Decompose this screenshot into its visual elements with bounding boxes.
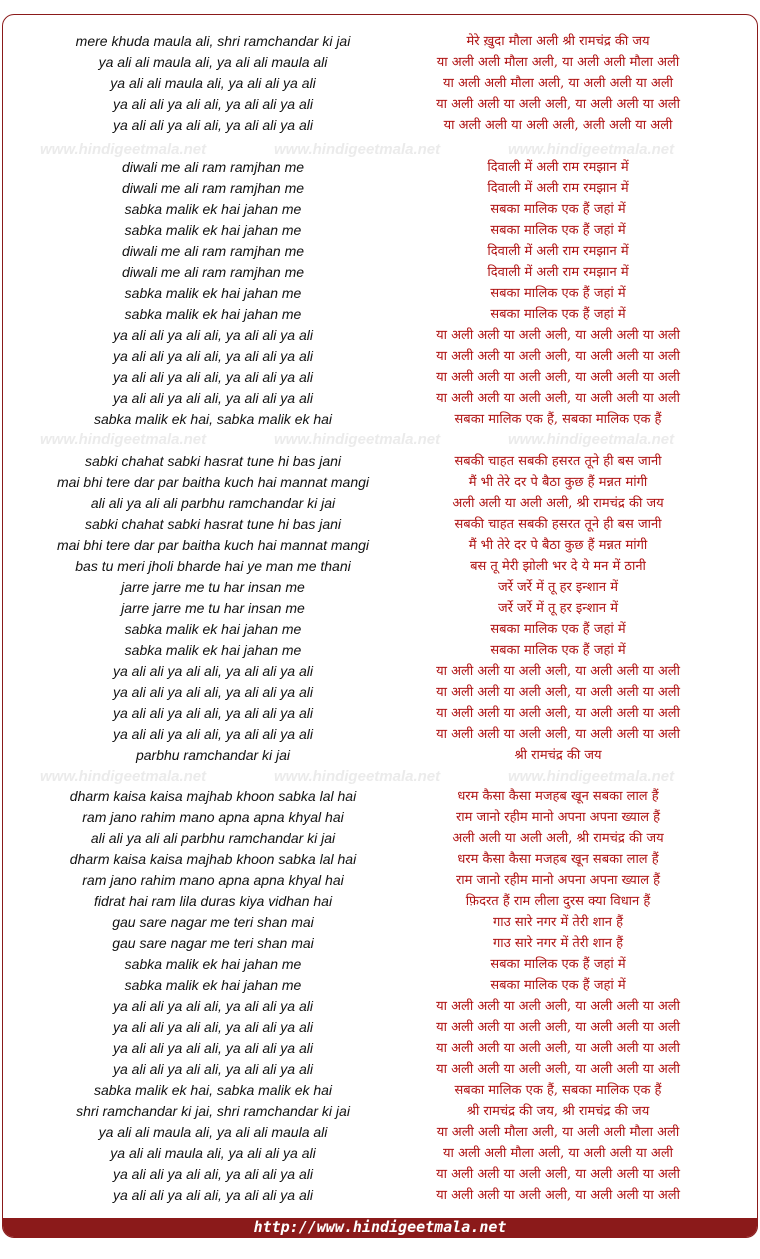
lyric-line	[0, 409, 760, 430]
lyric-roman: sabka malik ek hai jahan me	[124, 621, 302, 637]
lyric-hindi: या अली अली या अली अली, या अली अली या अली	[436, 1167, 680, 1182]
lyric-line	[0, 577, 760, 598]
lyric-line	[0, 31, 760, 52]
lyric-hindi: सबकी चाहत सबकी हसरत तूने ही बस जानी	[454, 517, 662, 532]
watermark-text: www.hindigeetmala.net	[274, 768, 441, 785]
lyric-roman: ya ali ali ya ali ali, ya ali ali ya ali	[113, 327, 313, 343]
lyric-hindi: सबका मालिक एक हैं जहां में	[490, 957, 626, 972]
lyric-roman: ya ali ali ya ali ali, ya ali ali ya ali	[113, 726, 313, 742]
stanza-2	[0, 157, 760, 430]
lyric-line	[0, 1164, 760, 1185]
lyric-roman: dharm kaisa kaisa majhab khoon sabka lal hai	[69, 788, 357, 804]
lyric-line	[0, 556, 760, 577]
lyric-roman: ya ali ali ya ali ali, ya ali ali ya ali	[113, 1166, 313, 1182]
lyric-line	[0, 1101, 760, 1122]
lyric-hindi: गाउ सारे नगर में तेरी शान हैं	[492, 936, 624, 951]
lyric-hindi: या अली अली या अली अली, या अली अली या अली	[436, 1041, 680, 1056]
watermark-text: www.hindigeetmala.net	[274, 431, 441, 448]
lyric-line	[0, 933, 760, 954]
lyric-hindi: या अली अली या अली अली, या अली अली या अली	[436, 349, 680, 364]
lyric-hindi: सबका मालिक एक हैं, सबका मालिक एक हैं	[454, 412, 662, 427]
lyric-roman: gau sare nagar me teri shan mai	[112, 935, 314, 951]
lyric-roman: ya ali ali maula ali, ya ali ali ya ali	[110, 1145, 316, 1161]
lyric-hindi: मैं भी तेरे दर पे बैठा कुछ हैं मन्नत मांगी	[468, 475, 648, 490]
watermark-text: www.hindigeetmala.net	[40, 141, 207, 158]
lyric-roman: diwali me ali ram ramjhan me	[121, 264, 305, 280]
lyric-hindi: या अली अली या अली अली, या अली अली या अली	[436, 328, 680, 343]
lyric-hindi: अली अली या अली अली, श्री रामचंद्र की जय	[452, 496, 664, 511]
lyric-line	[0, 1122, 760, 1143]
lyric-roman: ya ali ali ya ali ali, ya ali ali ya ali	[113, 369, 313, 385]
lyric-line	[0, 1038, 760, 1059]
watermark-text: www.hindigeetmala.net	[508, 768, 675, 785]
lyric-roman: ya ali ali ya ali ali, ya ali ali ya ali	[113, 348, 313, 364]
lyric-line	[0, 1185, 760, 1206]
stanza-3	[0, 451, 760, 766]
lyric-hindi: सबका मालिक एक हैं जहां में	[490, 286, 626, 301]
lyric-hindi: या अली अली मौला अली, या अली अली मौला अली	[436, 1125, 680, 1140]
lyric-roman: ram jano rahim mano apna apna khyal hai	[82, 872, 344, 888]
lyric-hindi: धरम कैसा कैसा मजहब खून सबका लाल हैं	[457, 852, 659, 867]
lyric-line	[0, 703, 760, 724]
lyric-hindi: धरम कैसा कैसा मजहब खून सबका लाल हैं	[457, 789, 659, 804]
lyric-hindi: या अली अली या अली अली, अली अली या अली	[443, 118, 673, 133]
lyric-line	[0, 367, 760, 388]
lyric-hindi: सबका मालिक एक हैं जहां में	[490, 307, 626, 322]
lyric-hindi: सबका मालिक एक हैं जहां में	[490, 223, 626, 238]
watermark-row-3	[0, 768, 760, 786]
lyric-line	[0, 115, 760, 136]
lyric-hindi: या अली अली या अली अली, या अली अली या अली	[436, 727, 680, 742]
lyric-line	[0, 786, 760, 807]
stanza-4	[0, 786, 760, 1206]
lyric-line	[0, 682, 760, 703]
lyric-line	[0, 640, 760, 661]
lyric-line	[0, 619, 760, 640]
lyric-roman: sabka malik ek hai jahan me	[124, 956, 302, 972]
lyric-line	[0, 745, 760, 766]
lyric-hindi: बस तू मेरी झोली भर दे ये मन में ठानी	[470, 559, 646, 574]
lyric-hindi: या अली अली या अली अली, या अली अली या अली	[436, 1188, 680, 1203]
lyric-roman: sabka malik ek hai jahan me	[124, 306, 302, 322]
lyric-line	[0, 891, 760, 912]
lyric-hindi: या अली अली या अली अली, या अली अली या अली	[436, 706, 680, 721]
lyric-hindi: सबका मालिक एक हैं जहां में	[490, 622, 626, 637]
lyric-line	[0, 1080, 760, 1101]
lyric-roman: ya ali ali ya ali ali, ya ali ali ya ali	[113, 390, 313, 406]
lyric-line	[0, 828, 760, 849]
lyric-hindi: राम जानो रहीम मानो अपना अपना ख्याल हैं	[455, 810, 661, 825]
lyric-roman: ya ali ali ya ali ali, ya ali ali ya ali	[113, 1061, 313, 1077]
lyric-roman: jarre jarre me tu har insan me	[121, 579, 305, 595]
lyric-hindi: दिवाली में अली राम रमझान में	[487, 265, 629, 280]
lyric-roman: ya ali ali ya ali ali, ya ali ali ya ali	[113, 117, 313, 133]
lyric-roman: shri ramchandar ki jai, shri ramchandar ki jai	[76, 1103, 350, 1119]
lyric-roman: ya ali ali maula ali, ya ali ali maula ali	[98, 54, 328, 70]
lyric-hindi: या अली अली मौला अली, या अली अली या अली	[442, 1146, 674, 1161]
lyric-line	[0, 514, 760, 535]
lyric-hindi: सबका मालिक एक हैं जहां में	[490, 643, 626, 658]
lyric-hindi: या अली अली या अली अली, या अली अली या अली	[436, 999, 680, 1014]
lyric-line	[0, 1059, 760, 1080]
lyric-line	[0, 807, 760, 828]
lyric-roman: ya ali ali ya ali ali, ya ali ali ya ali	[113, 705, 313, 721]
lyric-hindi: दिवाली में अली राम रमझान में	[487, 181, 629, 196]
lyric-line	[0, 241, 760, 262]
lyric-line	[0, 975, 760, 996]
lyric-roman: ya ali ali maula ali, ya ali ali ya ali	[110, 75, 316, 91]
lyric-roman: diwali me ali ram ramjhan me	[121, 180, 305, 196]
lyric-hindi: या अली अली या अली अली, या अली अली या अली	[436, 1062, 680, 1077]
lyric-roman: ya ali ali ya ali ali, ya ali ali ya ali	[113, 1019, 313, 1035]
lyric-roman: jarre jarre me tu har insan me	[121, 600, 305, 616]
lyric-roman: sabka malik ek hai jahan me	[124, 222, 302, 238]
lyric-hindi: जर्रे जर्रे में तू हर इन्शान में	[497, 580, 619, 595]
lyric-hindi: जर्रे जर्रे में तू हर इन्शान में	[497, 601, 619, 616]
watermark-row-2	[0, 431, 760, 449]
lyric-hindi: मैं भी तेरे दर पे बैठा कुछ हैं मन्नत मांगी	[468, 538, 648, 553]
lyric-hindi: सबका मालिक एक हैं जहां में	[490, 978, 626, 993]
lyric-line	[0, 724, 760, 745]
lyric-line	[0, 535, 760, 556]
watermark-text: www.hindigeetmala.net	[508, 141, 675, 158]
lyric-roman: mere khuda maula ali, shri ramchandar ki jai	[75, 33, 351, 49]
lyric-line	[0, 1143, 760, 1164]
lyric-roman: sabka malik ek hai jahan me	[124, 201, 302, 217]
lyric-roman: sabki chahat sabki hasrat tune hi bas jani	[84, 453, 342, 469]
lyric-hindi: या अली अली या अली अली, या अली अली या अली	[436, 664, 680, 679]
lyric-line	[0, 472, 760, 493]
lyric-hindi: या अली अली या अली अली, या अली अली या अली	[436, 685, 680, 700]
lyric-roman: fidrat hai ram lila duras kiya vidhan hai	[93, 893, 333, 909]
lyric-line	[0, 199, 760, 220]
lyric-line	[0, 870, 760, 891]
lyric-line	[0, 178, 760, 199]
lyric-hindi: या अली अली या अली अली, या अली अली या अली	[436, 97, 680, 112]
lyric-roman: sabki chahat sabki hasrat tune hi bas jani	[84, 516, 342, 532]
lyric-hindi: फ़िदरत हैं राम लीला दुरस क्या विधान हैं	[465, 894, 651, 909]
lyric-hindi: श्री रामचंद्र की जय	[514, 748, 602, 763]
watermark-text: www.hindigeetmala.net	[40, 431, 207, 448]
lyric-hindi: मेरे ख़ुदा मौला अली श्री रामचंद्र की जय	[466, 34, 650, 49]
lyric-line	[0, 283, 760, 304]
lyric-hindi: दिवाली में अली राम रमझान में	[487, 160, 629, 175]
watermark-text: www.hindigeetmala.net	[274, 141, 441, 158]
lyric-line	[0, 94, 760, 115]
lyric-line	[0, 849, 760, 870]
footer-url[interactable]: http://www.hindigeetmala.net	[3, 1218, 757, 1237]
lyric-hindi: श्री रामचंद्र की जय, श्री रामचंद्र की जय	[466, 1104, 650, 1119]
lyric-roman: diwali me ali ram ramjhan me	[121, 243, 305, 259]
lyric-line	[0, 73, 760, 94]
lyric-line	[0, 1017, 760, 1038]
lyric-hindi: सबकी चाहत सबकी हसरत तूने ही बस जानी	[454, 454, 662, 469]
stanza-1	[0, 31, 760, 136]
lyric-hindi: या अली अली या अली अली, या अली अली या अली	[436, 370, 680, 385]
lyric-roman: sabka malik ek hai jahan me	[124, 642, 302, 658]
lyric-line	[0, 304, 760, 325]
lyric-roman: ya ali ali ya ali ali, ya ali ali ya ali	[113, 96, 313, 112]
lyric-roman: ya ali ali ya ali ali, ya ali ali ya ali	[113, 663, 313, 679]
lyric-line	[0, 954, 760, 975]
lyric-roman: sabka malik ek hai, sabka malik ek hai	[93, 1082, 333, 1098]
lyric-roman: sabka malik ek hai jahan me	[124, 285, 302, 301]
lyric-hindi: सबका मालिक एक हैं, सबका मालिक एक हैं	[454, 1083, 662, 1098]
lyric-line	[0, 220, 760, 241]
lyric-hindi: राम जानो रहीम मानो अपना अपना ख्याल हैं	[455, 873, 661, 888]
lyric-roman: ya ali ali ya ali ali, ya ali ali ya ali	[113, 1040, 313, 1056]
lyric-roman: parbhu ramchandar ki jai	[135, 747, 291, 763]
lyric-roman: ali ali ya ali ali parbhu ramchandar ki jai	[90, 495, 336, 511]
lyric-line	[0, 346, 760, 367]
lyric-roman: gau sare nagar me teri shan mai	[112, 914, 314, 930]
lyric-line	[0, 262, 760, 283]
lyric-line	[0, 996, 760, 1017]
lyric-roman: dharm kaisa kaisa majhab khoon sabka lal hai	[69, 851, 357, 867]
lyric-line	[0, 661, 760, 682]
lyric-line	[0, 493, 760, 514]
watermark-text: www.hindigeetmala.net	[508, 431, 675, 448]
lyric-roman: mai bhi tere dar par baitha kuch hai mannat mangi	[56, 537, 370, 553]
lyric-roman: sabka malik ek hai, sabka malik ek hai	[93, 411, 333, 427]
lyric-hindi: सबका मालिक एक हैं जहां में	[490, 202, 626, 217]
lyric-roman: sabka malik ek hai jahan me	[124, 977, 302, 993]
lyric-roman: ya ali ali ya ali ali, ya ali ali ya ali	[113, 998, 313, 1014]
lyric-roman: ali ali ya ali ali parbhu ramchandar ki jai	[90, 830, 336, 846]
watermark-text: www.hindigeetmala.net	[40, 768, 207, 785]
lyric-roman: mai bhi tere dar par baitha kuch hai mannat mangi	[56, 474, 370, 490]
lyric-line	[0, 388, 760, 409]
lyric-roman: ya ali ali ya ali ali, ya ali ali ya ali	[113, 1187, 313, 1203]
lyric-hindi: या अली अली मौला अली, या अली अली या अली	[442, 76, 674, 91]
lyric-hindi: या अली अली या अली अली, या अली अली या अली	[436, 1020, 680, 1035]
lyric-hindi: या अली अली मौला अली, या अली अली मौला अली	[436, 55, 680, 70]
lyric-hindi: अली अली या अली अली, श्री रामचंद्र की जय	[452, 831, 664, 846]
lyric-line	[0, 325, 760, 346]
lyric-line	[0, 598, 760, 619]
lyric-roman: ram jano rahim mano apna apna khyal hai	[82, 809, 344, 825]
lyric-roman: ya ali ali maula ali, ya ali ali maula ali	[98, 1124, 328, 1140]
lyric-hindi: दिवाली में अली राम रमझान में	[487, 244, 629, 259]
lyric-line	[0, 451, 760, 472]
lyric-line	[0, 52, 760, 73]
lyric-line	[0, 912, 760, 933]
lyric-line	[0, 157, 760, 178]
lyric-roman: diwali me ali ram ramjhan me	[121, 159, 305, 175]
lyric-hindi: या अली अली या अली अली, या अली अली या अली	[436, 391, 680, 406]
lyric-hindi: गाउ सारे नगर में तेरी शान हैं	[492, 915, 624, 930]
lyric-roman: ya ali ali ya ali ali, ya ali ali ya ali	[113, 684, 313, 700]
lyric-roman: bas tu meri jholi bharde hai ye man me thani	[75, 558, 351, 574]
